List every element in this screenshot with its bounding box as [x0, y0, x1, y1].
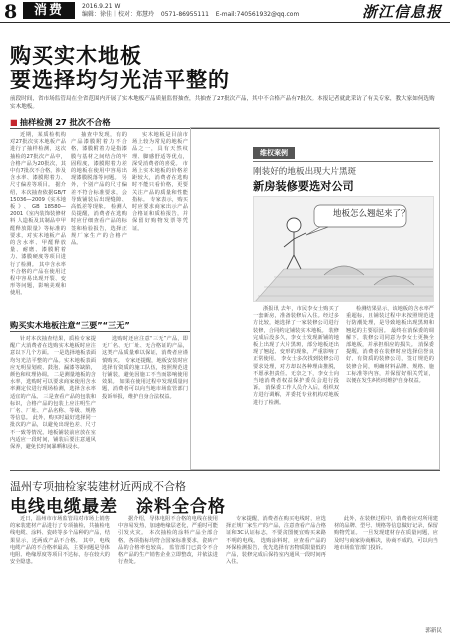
article2-column	[118, 516, 218, 566]
sidebar-column	[253, 306, 339, 407]
paragraph: 消保委工作人员介入后，组织双方进行调解，并委托专业机构对地板进行了检测。	[253, 385, 339, 406]
article2-headline: 电线电缆最差 涂料全合格	[10, 497, 226, 517]
sidebar-title-line-1: 刚装好的地板出现大片黑斑	[253, 167, 357, 177]
paragraph: 此外，购买时最好选择同一批次的产品，以避免出现色差、尺寸不一致等情况。地板铺装前应放在室内适应一段时间，铺装后要注意通风保养，避免长时间暴晒和浸水。	[10, 415, 96, 451]
paragraph: 检测人员提醒，消费者在选购时应仔细查看产品的标签和检验报告，选择正规厂家生产的合格产品。	[71, 204, 127, 247]
paragraph: 专家表示，购买时应要求商家出示产品合格证和质检报告，并保留好购物发票等凭证。	[132, 196, 188, 232]
editor-contact: 编辑：徐佳｜校对：郑慧玲 0571-86955111 E-mail:740561932@qq.com	[82, 11, 300, 18]
article-column	[132, 132, 188, 233]
divider	[253, 161, 433, 162]
page-header	[0, 0, 450, 23]
paragraph: 其中，电线电缆产品的不合格率最高，主要问题是导体电阻、绝缘厚度等项目不达标，存在较大的安全隐患。	[10, 537, 110, 566]
paragraph: 最终在消保委的调解下，装修公司同意为李女士更换全部地板，并承担相应的损失。	[346, 327, 434, 349]
paragraph: 专家提醒，消费者在购买电线时，应选择正规厂家生产的产品，注意查看产品合格证和3C认证标志，不要贪图便宜购买来路不明的电线。	[226, 516, 326, 544]
article-lead: 前段时间，省市场监管局在全省范围内开展了实木地板产品质量监督抽查，共抽查了27批次产品，其中不合格产品有7批次。本报记者就此采访了有关专家，教大家如何选购实木地板。	[10, 96, 435, 110]
subhead-tips: 购买实木地板注意“三要”“三无”	[10, 320, 130, 330]
paragraph: 抽查中发现，有的产品漆膜附着力不合格，漆膜附着力是指漆膜与基材之间结合的牢固程度，漆膜附着力差的地板在使用中容易出现漆膜脱落等问题。	[71, 132, 127, 182]
article2-column	[226, 516, 326, 566]
paragraph: 浙报讯 去年，市民李女士购买了一套新房，准备装修后入住。经过多方比较，她选择了一家装修公司进行装修，合同约定铺装实木地板。	[253, 306, 339, 334]
article-column	[10, 132, 66, 298]
article2-kicker: 温州专项抽检家装建材近两成不合格	[10, 480, 186, 493]
paragraph: 选购涂料时，应查看产品的环保检测报告，优先选择有害物质限量低的产品，装修完成后保持室内通风一段时间再入住。	[226, 537, 326, 566]
sidebar-title-line-2: 新房装修要选对公司	[253, 180, 354, 193]
paragraph: 三是查看产品的包装和标识，合格产品的包装上应注明生产厂名、厂址、产品名称、等级、规格等信息。	[10, 393, 96, 422]
header-meta	[82, 3, 299, 19]
author-byline: 郭新民	[425, 628, 442, 634]
paragraph: 专家还提醒，地板安装时应选择有资质的施工队伍，按照规范进行铺装，避免因施工不当而影响使用效果。	[102, 357, 188, 386]
paragraph: 消保委提醒，消费者在装修时应选择信誉良好、有资质的装修公司，签订规范的装修合同，明确材料品牌、规格、施工标准等内容，并保留好相关凭证，以便在发生纠纷时维护自身权益。	[346, 342, 434, 385]
subhead-marker: ■	[10, 117, 18, 127]
subhead-text: 抽样检测 27 批次不合格	[19, 117, 111, 127]
paragraph: 装修完成后没多久，李女士发现新铺的地板上出现了大片黑斑，部分地板还出现了翘起、变形的现象，严重影响了正常使用。	[253, 327, 339, 363]
article2-column	[10, 516, 110, 566]
page-number: 8	[4, 1, 18, 23]
paragraph: 选购时还应注意“三无”产品，即无厂名、无厂址、无合格证的产品，这类产品质量难以保证，消费者应谨慎购买。	[102, 336, 188, 364]
article-column	[71, 132, 127, 247]
paragraph: 监管部门已责令不合格产品的生产销售企业立即整改，并依法进行查处。	[118, 544, 218, 566]
headline-line-1: 购买实木地板	[10, 44, 142, 68]
article-column	[10, 336, 96, 451]
paragraph: 近日，温州市市场监管局对市场上销售的家装建材产品进行了专项抽检，共抽检电线电缆、涂料、瓷砖等多个品种的产品，结果显示，近两成产品不合格。	[10, 516, 110, 544]
article2-column	[334, 516, 438, 552]
sidebar-column	[346, 306, 434, 385]
subhead-sampling	[10, 117, 111, 128]
paragraph: 市场上实木地板的价格差距较大，消费者在选购时不能只看价格，更要关注产品的质量和性能指标。	[132, 160, 188, 203]
headline-line-2: 要选择均匀光洁平整的	[10, 68, 230, 92]
paragraph: 针对本次抽查结果，质检专家提醒广大消费者在选购实木地板时应注意以下几个方面。	[10, 336, 96, 357]
paragraph: 李女士多次找到装修公司要求处理，对方却以各种理由推脱，不愿承担责任。无奈之下，李女士向当地消费者权益保护委员会进行投诉。	[253, 356, 339, 392]
paragraph: 据介绍，导体电阻不合格的电线在使用中容易发热，加速绝缘层老化，严重时可能引发火灾。	[118, 516, 218, 537]
newspaper-name: 浙江信息报	[361, 3, 442, 21]
paragraph: 另外，个别产品的尺寸偏差不符合标准要求，会导致铺装后出现缝隙、高低差等现象。	[71, 175, 127, 211]
issue-date: 2016.9.21 W	[82, 3, 121, 10]
paragraph: 近期，某质检机构对27批次实木地板产品进行了抽样检测，这次抽检的27批次产品中，合格产品为20批次，其中有7批次不合格，涉及含水率、漆膜附着力、尺寸偏差等项目。	[10, 132, 66, 189]
divider	[10, 331, 190, 332]
section-label: 消费	[23, 2, 75, 19]
paragraph: 其中含水率不合格的产品在使用过程中容易出现开裂、变形等问题，影响美观和使用。	[10, 261, 66, 297]
illustration-caption: 地板怎么翘起来了？	[333, 209, 410, 219]
paragraph: 据介绍，本次抽查依据GB/T 15036—2009《实木地板》、GB 18580—2001《室内装饰装修材料 人造板及其制品中甲醛释放限量》等标准的要求，对实木地板产品的含水率、甲醛释放量、耐磨、漆膜附着力、漆膜硬度等项目进行了检测。	[10, 182, 66, 268]
paragraph: 一旦发现建材存在质量问题，应及时与商家协商解决，协商不成的，可以向当地市场监管部门投诉。	[334, 530, 438, 551]
paragraph: 一是选择地板表面均匀光洁平整的产品。实木地板表面应无明显划痕、鼓泡、漏漆等缺陷，颜色和纹理协调。	[10, 350, 96, 379]
paragraph: 检测结果显示，该地板的含水率严重超标，且铺装过程中未按照规范进行防潮处理，是导致地板出现黑斑和翘起的主要原因。	[346, 306, 434, 334]
paragraph: 此外，在装修过程中，消费者应对所用建材的品牌、型号、规格等信息做好记录，保留购物凭证。	[334, 516, 438, 537]
divider	[10, 470, 440, 471]
paragraph: 实木地板是目前市场上较为常见的地板产品之一，具有天然纹理、脚感舒适等优点，深受消费者的喜爱。	[132, 132, 188, 167]
paragraph: 本次抽检的涂料产品全部合格，各项指标均符合国家标准要求，瓷砖产品的合格率也较高。	[118, 530, 218, 551]
paragraph: 二是测量地板的含水率，选购时可以要求商家使用含水率测定仪进行现场检测，选择含水率适宜的产品。	[10, 372, 96, 400]
paragraph: 如果在使用过程中发现质量问题，消费者可以向当地市场监管部门投诉举报，维护自身合法权益。	[102, 379, 188, 400]
sidebar-tag: 维权案例	[253, 147, 295, 159]
article-column	[102, 336, 188, 401]
